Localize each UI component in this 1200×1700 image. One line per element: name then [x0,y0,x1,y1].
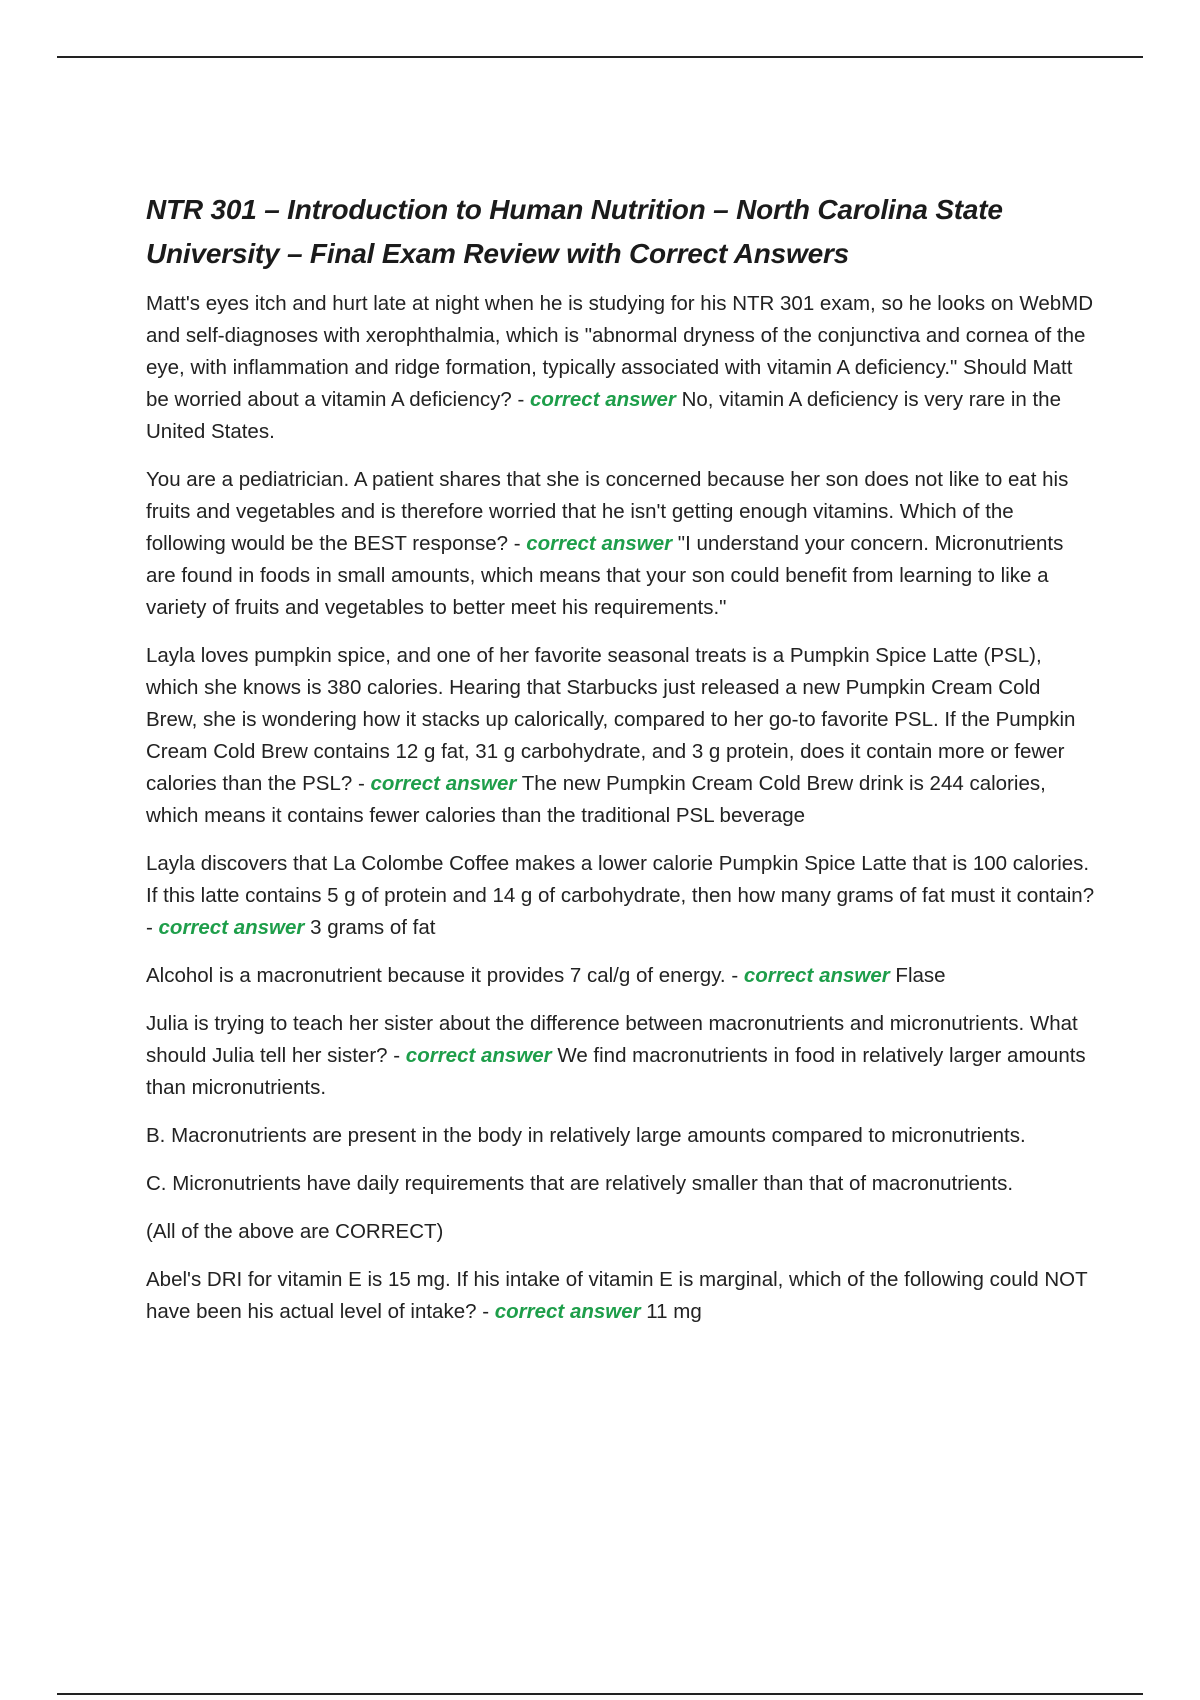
separator: - [511,388,531,411]
answer-text: 3 grams of fat [310,916,436,939]
separator: - [476,1300,495,1323]
correct-answer-label: correct answer [743,964,890,987]
answer-text: Flase [895,964,946,987]
question-text: Alcohol is a macronutrient because it provides 7 cal/g of energy. [146,964,726,987]
separator: - [387,1044,406,1067]
qa-item-6 [146,1008,1096,1104]
question-text: Julia is trying to teach her sister about the difference between macronutrients and micronutrients. What should Julia tell her sister? [146,1012,1078,1067]
correct-answer-label: correct answer [158,916,305,939]
question-text: You are a pediatrician. A patient shares that she is concerned because her son does not like to eat his fruits and vegetables and is therefore worried that he isn't getting enough vitamins. Which of the following would be the BEST response? [146,468,1069,555]
answer-text: "I understand your concern. Micronutrients are found in foods in small amounts, which means that your son could benefit from learning to like a variety of fruits and vegetables to better meet his requirements." [146,532,1064,619]
correct-answer-label: correct answer [526,532,673,555]
option-line-all: (All of the above are CORRECT) [146,1220,444,1243]
correct-answer-label: correct answer [370,772,517,795]
question-text: Abel's DRI for vitamin E is 15 mg. If his intake of vitamin E is marginal, which of the following could NOT have been his actual level of intake? [146,1268,1088,1323]
question-text: Layla discovers that La Colombe Coffee makes a lower calorie Pumpkin Spice Latte that is 100 calories. If this latte contains 5 g of protein and 14 g of carbohydrate, then how many grams of fat must it contain? [146,852,1095,907]
correct-answer-label: correct answer [405,1044,552,1067]
qa-item-2 [146,464,1096,624]
qa-item-4 [146,848,1096,944]
correct-answer-label: correct answer [530,388,676,411]
option-line-b: B. Macronutrients are present in the body in relatively large amounts compared to micronutrients. [146,1124,1026,1147]
answer-text: The new Pumpkin Cream Cold Brew drink is 244 calories, which means it contains fewer calories than the traditional PSL beverage [146,772,1046,827]
question-text: Layla loves pumpkin spice, and one of her favorite seasonal treats is a Pumpkin Spice Latte (PSL), which she knows is 380 calories. Hearing that Starbucks just released a new Pumpkin Cream Cold Brew, she is wondering how it stacks up calorically, compared to her go-to favorite PSL. If the Pumpkin Cream Cold Brew contains 12 g fat, 31 g carbohydrate, and 3 g protein, does it contain more or fewer calories than the PSL? [146,644,1076,795]
correct-answer-label: correct answer [494,1300,641,1323]
top-rule [57,56,1143,58]
answer-text: No, vitamin A deficiency is very rare in the United States. [146,388,1061,443]
qa-item-7 [146,1264,1096,1328]
separator: - [508,532,527,555]
question-text: Matt's eyes itch and hurt late at night when he is studying for his NTR 301 exam, so he looks on WebMD and self-diagnoses with xerophthalmia, which is "abnormal dryness of the conjunctiva and cornea of the eye, with inflammation and ridge formation, typically associated with vitamin A deficiency." Should Matt be worried about a vitamin A deficiency? [146,292,1094,411]
separator: - [725,964,744,987]
document-body [146,188,1096,1344]
separator: - [352,772,371,795]
separator: - [146,916,159,939]
qa-item-1 [146,288,1096,448]
option-line-c: C. Micronutrients have daily requirements that are relatively smaller than that of macronutrients. [146,1172,1014,1195]
qa-item-3 [146,640,1096,832]
answer-text: We find macronutrients in food in relatively larger amounts than micronutrients. [146,1044,1086,1099]
bottom-rule [57,1693,1143,1695]
document-title: NTR 301 – Introduction to Human Nutrition – North Carolina State University – Final Exam Review with Correct Answers [146,194,1003,269]
qa-item-5 [146,960,1096,992]
answer-text: 11 mg [646,1300,702,1323]
